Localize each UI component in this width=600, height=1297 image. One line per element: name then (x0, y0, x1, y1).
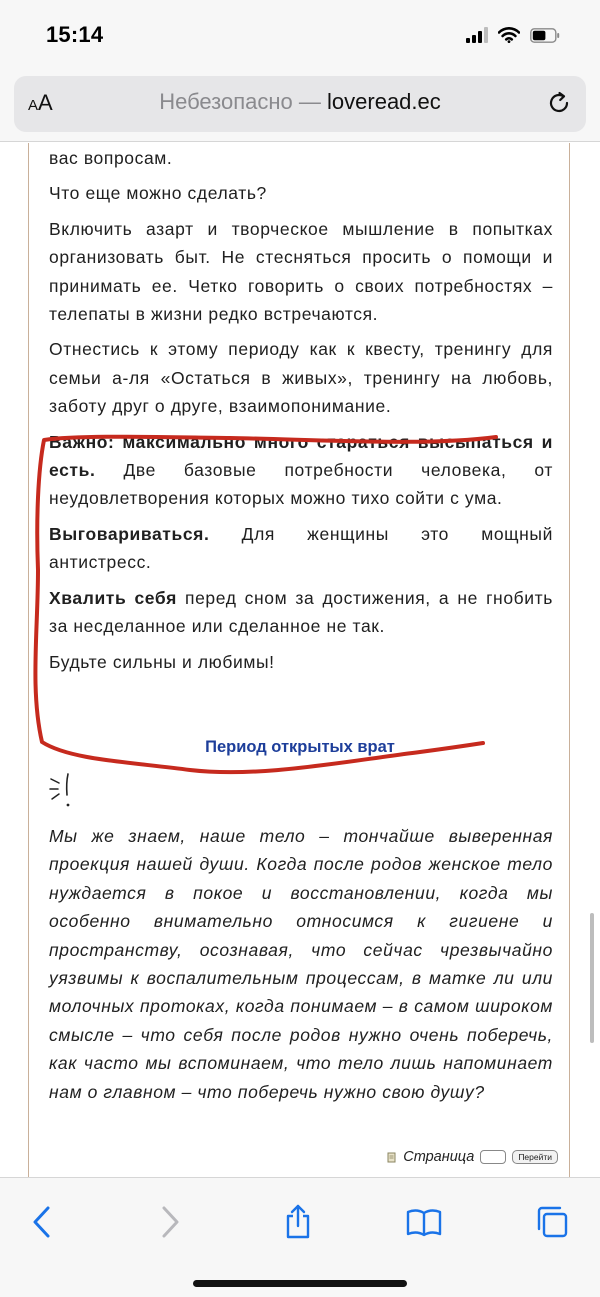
book-icon (406, 1207, 442, 1237)
share-icon (283, 1204, 313, 1240)
paragraph-closing: Будьте сильны и любимы! (49, 651, 275, 672)
bookmarks-button[interactable] (404, 1202, 444, 1242)
paragraph-fragment: вас вопросам. (49, 148, 173, 168)
aa-small-letter: A (28, 97, 39, 114)
chevron-right-icon (159, 1205, 181, 1239)
tabs-button[interactable] (532, 1202, 572, 1242)
home-indicator (193, 1280, 407, 1287)
paragraph-question: Что еще можно сделать? (49, 183, 267, 204)
italic-paragraph: Мы же знаем, наше тело – тончайше выверенная проекция нашей души. Когда после родов женское тело нуждается в покое и восстановлении, когда мы особенно внимательно относимся к гигиене и пространству, осознавая, что сейчас чрезвычайно уязвимы к воспалительным процессам, в матке ли или молочных протоках, когда понимаем – в самом широком смысле – что себя после родов нужно очень поберечь, как часто мы вспоминаем, что тело лишь напоминает нам о главном – что поберечь нужно свою душу? (49, 826, 553, 1102)
paragraph-sleep-eat (49, 428, 553, 513)
handwritten-sparkle-icon (48, 771, 78, 811)
aa-large-letter: A (38, 90, 53, 115)
url-text[interactable] (14, 89, 586, 115)
bold-phrase-talk: Выговариваться. (49, 523, 210, 544)
scrollbar[interactable] (590, 913, 594, 1043)
battery-icon (530, 28, 560, 43)
paragraph-text: перед сном за достижения, а не гнобить за несделанное или сделанное не так. (49, 587, 553, 637)
status-time: 15:14 (46, 22, 104, 47)
security-warning: Небезопасно — (159, 89, 321, 114)
tabs-icon (535, 1205, 569, 1239)
paragraph-text: Две базовые потребности человека, от неудовлетворения которых можно тихо сойти с ума. (49, 460, 553, 509)
url-bar[interactable] (14, 76, 586, 132)
browser-toolbar (0, 1177, 600, 1297)
page-label: Страница (403, 1149, 475, 1165)
back-button[interactable] (22, 1202, 62, 1242)
reload-icon[interactable] (546, 90, 572, 116)
paragraph-text: Для женщины это мощный антистресс. (49, 523, 553, 573)
chapter-title-link[interactable]: Период открытых врат (205, 738, 395, 756)
share-button[interactable] (278, 1202, 318, 1242)
browser-header (0, 68, 600, 142)
go-to-page-button[interactable]: Перейти (512, 1150, 558, 1164)
paragraph-household: Включить азарт и творческое мышление в попытках организовать быт. Не стесняться просить о помощи и принимать ее. Четко говорить о своих потребностях – телепаты в жизни редко встречаются. (49, 218, 553, 325)
paragraph-talk (49, 520, 553, 577)
status-icons (466, 27, 560, 43)
status-bar (0, 0, 600, 68)
content-frame-left-border (28, 143, 29, 1177)
page-icon (387, 1152, 397, 1163)
article-body (49, 144, 553, 683)
chevron-left-icon (31, 1205, 53, 1239)
wifi-icon (498, 27, 520, 43)
page-navigator (387, 1149, 558, 1165)
paragraph-praise (49, 584, 553, 641)
url-domain: loveread.ec (327, 89, 441, 114)
paragraph-quest: Отнестись к этому периоду как к квесту, тренингу для семьи а-ля «Остаться в живых», тренингу на любовь, заботу друг о друге, взаимопонимание. (49, 339, 553, 417)
content-frame-right-border (569, 143, 570, 1177)
cellular-signal-icon (466, 27, 488, 43)
page-content[interactable] (0, 143, 600, 1177)
bold-phrase-praise: Хвалить себя (49, 587, 177, 608)
bold-phrase-important: Важно: максимально много стараться высыпаться и есть. (49, 431, 553, 481)
forward-button[interactable] (150, 1202, 190, 1242)
page-number-input[interactable] (480, 1150, 506, 1164)
